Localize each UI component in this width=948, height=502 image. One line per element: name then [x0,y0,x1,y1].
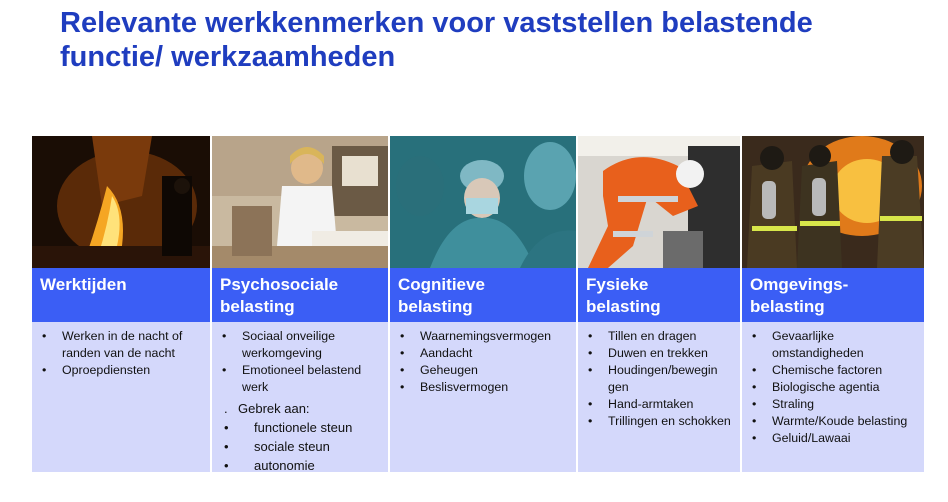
column-heading [212,268,388,322]
list-item: • Beslisvermogen [398,379,572,396]
column-heading [390,268,576,322]
column-cognitieve-belasting [390,136,576,472]
heading-line: belasting [398,297,473,316]
list-item: • Waarnemingsvermogen [398,328,572,345]
heading-line: Fysieke [586,275,649,294]
page-title: Relevante werkkenmerken voor vaststellen belastende functie/ werkzaamheden [60,7,813,73]
column-body [390,322,576,472]
column-body [578,322,740,472]
list-item: • Chemische factoren [750,362,920,379]
column-werktijden [32,136,210,472]
heading-line: belasting [220,297,295,316]
list-item: • functionele steun [220,418,384,437]
firefighters-photo [742,136,924,268]
list-item: • Emotioneel belastend werk [220,362,384,396]
list-item: • Warmte/Koude belasting [750,413,920,430]
lack-label: Gebrek aan: [238,401,310,416]
surgeons-photo [390,136,576,268]
list-item: • Duwen en trekken [586,345,736,362]
column-heading [32,268,210,322]
column-heading [742,268,924,322]
lack-of-section [220,399,384,475]
list-item: • sociale steun [220,437,384,456]
list-item: • Geluid/Lawaai [750,430,920,447]
list-item: • Sociaal onveilige werkomgeving [220,328,384,362]
column-fysieke-belasting [578,136,740,472]
heading-line: belasting [750,297,825,316]
list-item: • Hand-armtaken [586,396,736,413]
heading-line: belasting [586,297,661,316]
column-psychosociale-belasting [212,136,388,472]
lack-bullet: . [224,401,228,416]
column-omgevingsbelasting [742,136,924,472]
caregiver-photo [212,136,388,268]
list-item: • Biologische agentia [750,379,920,396]
list-item: • Gevaarlijke omstandigheden [750,328,920,362]
column-body [32,322,210,472]
list-item: • Aandacht [398,345,572,362]
list-item: • Houdingen/bewegin gen [586,362,736,396]
list-item: • Oproepdiensten [40,362,206,379]
column-body [212,322,388,472]
list-item: • Geheugen [398,362,572,379]
column-body [742,322,924,472]
heading-line: Psychosociale [220,275,339,294]
work-characteristics-table [32,136,924,472]
column-heading [578,268,740,322]
construction-worker-photo [578,136,740,268]
list-item: • Werken in de nacht of randen van de nacht [40,328,206,362]
list-item: • autonomie [220,456,384,475]
list-item: • Straling [750,396,920,413]
list-item: • Tillen en dragen [586,328,736,345]
heading-line: Werktijden [40,275,127,294]
foundry-worker-photo [32,136,210,268]
heading-line: Cognitieve [398,275,485,294]
list-item: • Trillingen en schokken [586,413,736,430]
heading-line: Omgevings- [750,275,849,294]
